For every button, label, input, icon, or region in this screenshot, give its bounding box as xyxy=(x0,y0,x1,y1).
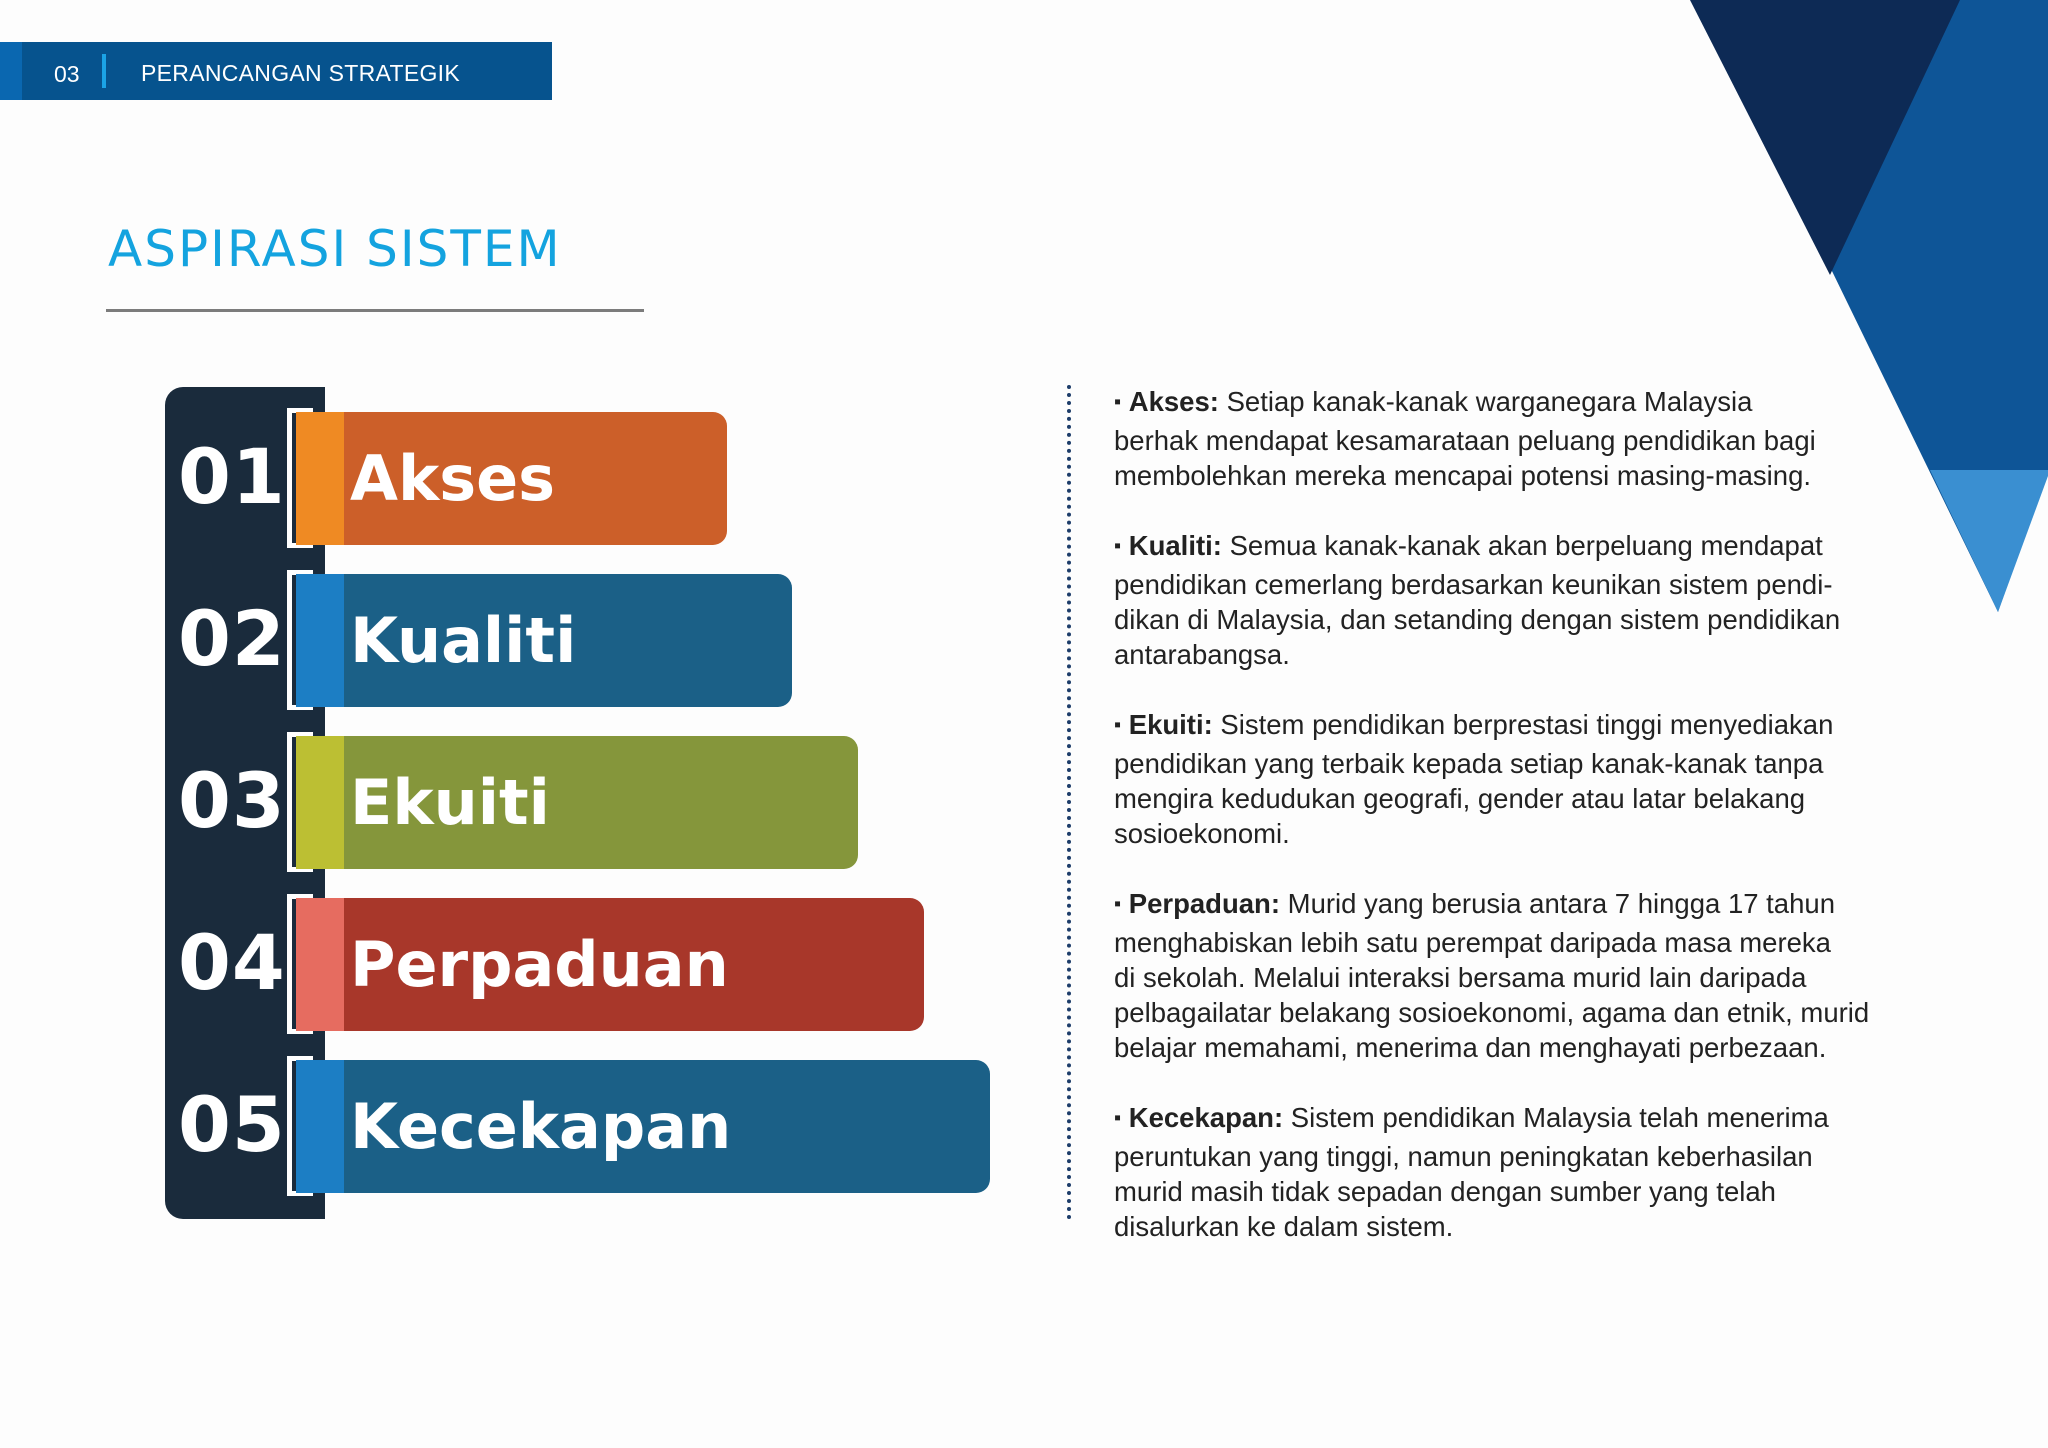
item-number: 04 xyxy=(178,918,286,1007)
description-line: pendidikan yang terbaik kepada setiap kanak-kanak tanpa xyxy=(1114,748,1824,779)
aspiration-bar-akses xyxy=(296,412,727,545)
description-line: pelbagailatar belakang sosioekonomi, agama dan etnik, murid xyxy=(1114,997,1870,1028)
description-item xyxy=(1114,528,1934,672)
aspiration-bar-kualiti xyxy=(296,574,792,707)
item-number: 03 xyxy=(178,756,286,845)
description-line: menghabiskan lebih satu perempat daripada masa mereka xyxy=(1114,927,1831,958)
description-line: antarabangsa. xyxy=(1114,639,1290,670)
bullet-icon: ▪ xyxy=(1114,391,1122,413)
description-line: Sistem pendidikan berprestasi tinggi menyediakan xyxy=(1220,709,1834,740)
description-list xyxy=(1114,384,1934,1279)
header-accent-strip xyxy=(0,42,22,100)
bar-label: Akses xyxy=(350,442,556,515)
page-number: 03 xyxy=(54,61,80,87)
description-line: berhak mendapat kesamarataan peluang pendidikan bagi xyxy=(1114,425,1816,456)
description-item xyxy=(1114,1100,1934,1244)
description-line: pendidikan cemerlang berdasarkan keunikan sistem pendi- xyxy=(1114,569,1833,600)
page-title: ASPIRASI SISTEM xyxy=(108,220,562,278)
item-number: 02 xyxy=(178,594,286,683)
section-title: PERANCANGAN STRATEGIK xyxy=(141,60,460,86)
bullet-icon: ▪ xyxy=(1114,714,1122,736)
bar-label: Perpaduan xyxy=(350,928,729,1001)
description-item xyxy=(1114,886,1934,1065)
header-separator xyxy=(102,54,106,88)
triangle-light-blue xyxy=(1930,470,2048,612)
description-line: sosioekonomi. xyxy=(1114,818,1290,849)
description-item xyxy=(1114,384,1934,493)
bar-color-cap xyxy=(296,898,344,1031)
bullet-icon: ▪ xyxy=(1114,893,1122,915)
bullet-icon: ▪ xyxy=(1114,1107,1122,1129)
bar-color-cap xyxy=(296,736,344,869)
item-number: 05 xyxy=(178,1080,286,1169)
description-line: peruntukan yang tinggi, namun peningkatan keberhasilan xyxy=(1114,1141,1813,1172)
aspiration-bar-ekuiti xyxy=(296,736,858,869)
description-line: mengira kedudukan geografi, gender atau latar belakang xyxy=(1114,783,1806,814)
description-line: membolehkan mereka mencapai potensi masing-masing. xyxy=(1114,460,1812,491)
description-line: Semua kanak-kanak akan berpeluang mendapat xyxy=(1229,530,1823,561)
description-term: Akses: xyxy=(1128,386,1219,417)
bar-color-cap xyxy=(296,412,344,545)
description-term: Kualiti: xyxy=(1128,530,1222,561)
aspiration-bar-kecekapan xyxy=(296,1060,990,1193)
description-term: Kecekapan: xyxy=(1128,1102,1284,1133)
description-line: di sekolah. Melalui interaksi bersama murid lain daripada xyxy=(1114,962,1807,993)
description-line: belajar memahami, menerima dan menghayati perbezaan. xyxy=(1114,1032,1827,1063)
description-term: Ekuiti: xyxy=(1128,709,1213,740)
bar-color-cap xyxy=(296,1060,344,1193)
description-line: Setiap kanak-kanak warganegara Malaysia xyxy=(1226,386,1753,417)
aspiration-bar-perpaduan xyxy=(296,898,924,1031)
bar-label: Kecekapan xyxy=(350,1090,732,1163)
bar-label: Kualiti xyxy=(350,604,577,677)
bar-label: Ekuiti xyxy=(350,766,550,839)
item-number: 01 xyxy=(178,432,286,521)
description-line: dikan di Malaysia, dan setanding dengan sistem pendidikan xyxy=(1114,604,1841,635)
description-line: murid masih tidak sepadan dengan sumber yang telah xyxy=(1114,1176,1776,1207)
bar-color-cap xyxy=(296,574,344,707)
description-item xyxy=(1114,707,1934,851)
dotted-divider xyxy=(1067,385,1071,1220)
description-line: disalurkan ke dalam sistem. xyxy=(1114,1211,1454,1242)
description-term: Perpaduan: xyxy=(1128,888,1281,919)
description-line: Murid yang berusia antara 7 hingga 17 tahun xyxy=(1287,888,1835,919)
header-tab xyxy=(0,42,552,100)
bullet-icon: ▪ xyxy=(1114,535,1122,557)
description-line: Sistem pendidikan Malaysia telah menerima xyxy=(1290,1102,1829,1133)
title-underline xyxy=(106,309,644,312)
